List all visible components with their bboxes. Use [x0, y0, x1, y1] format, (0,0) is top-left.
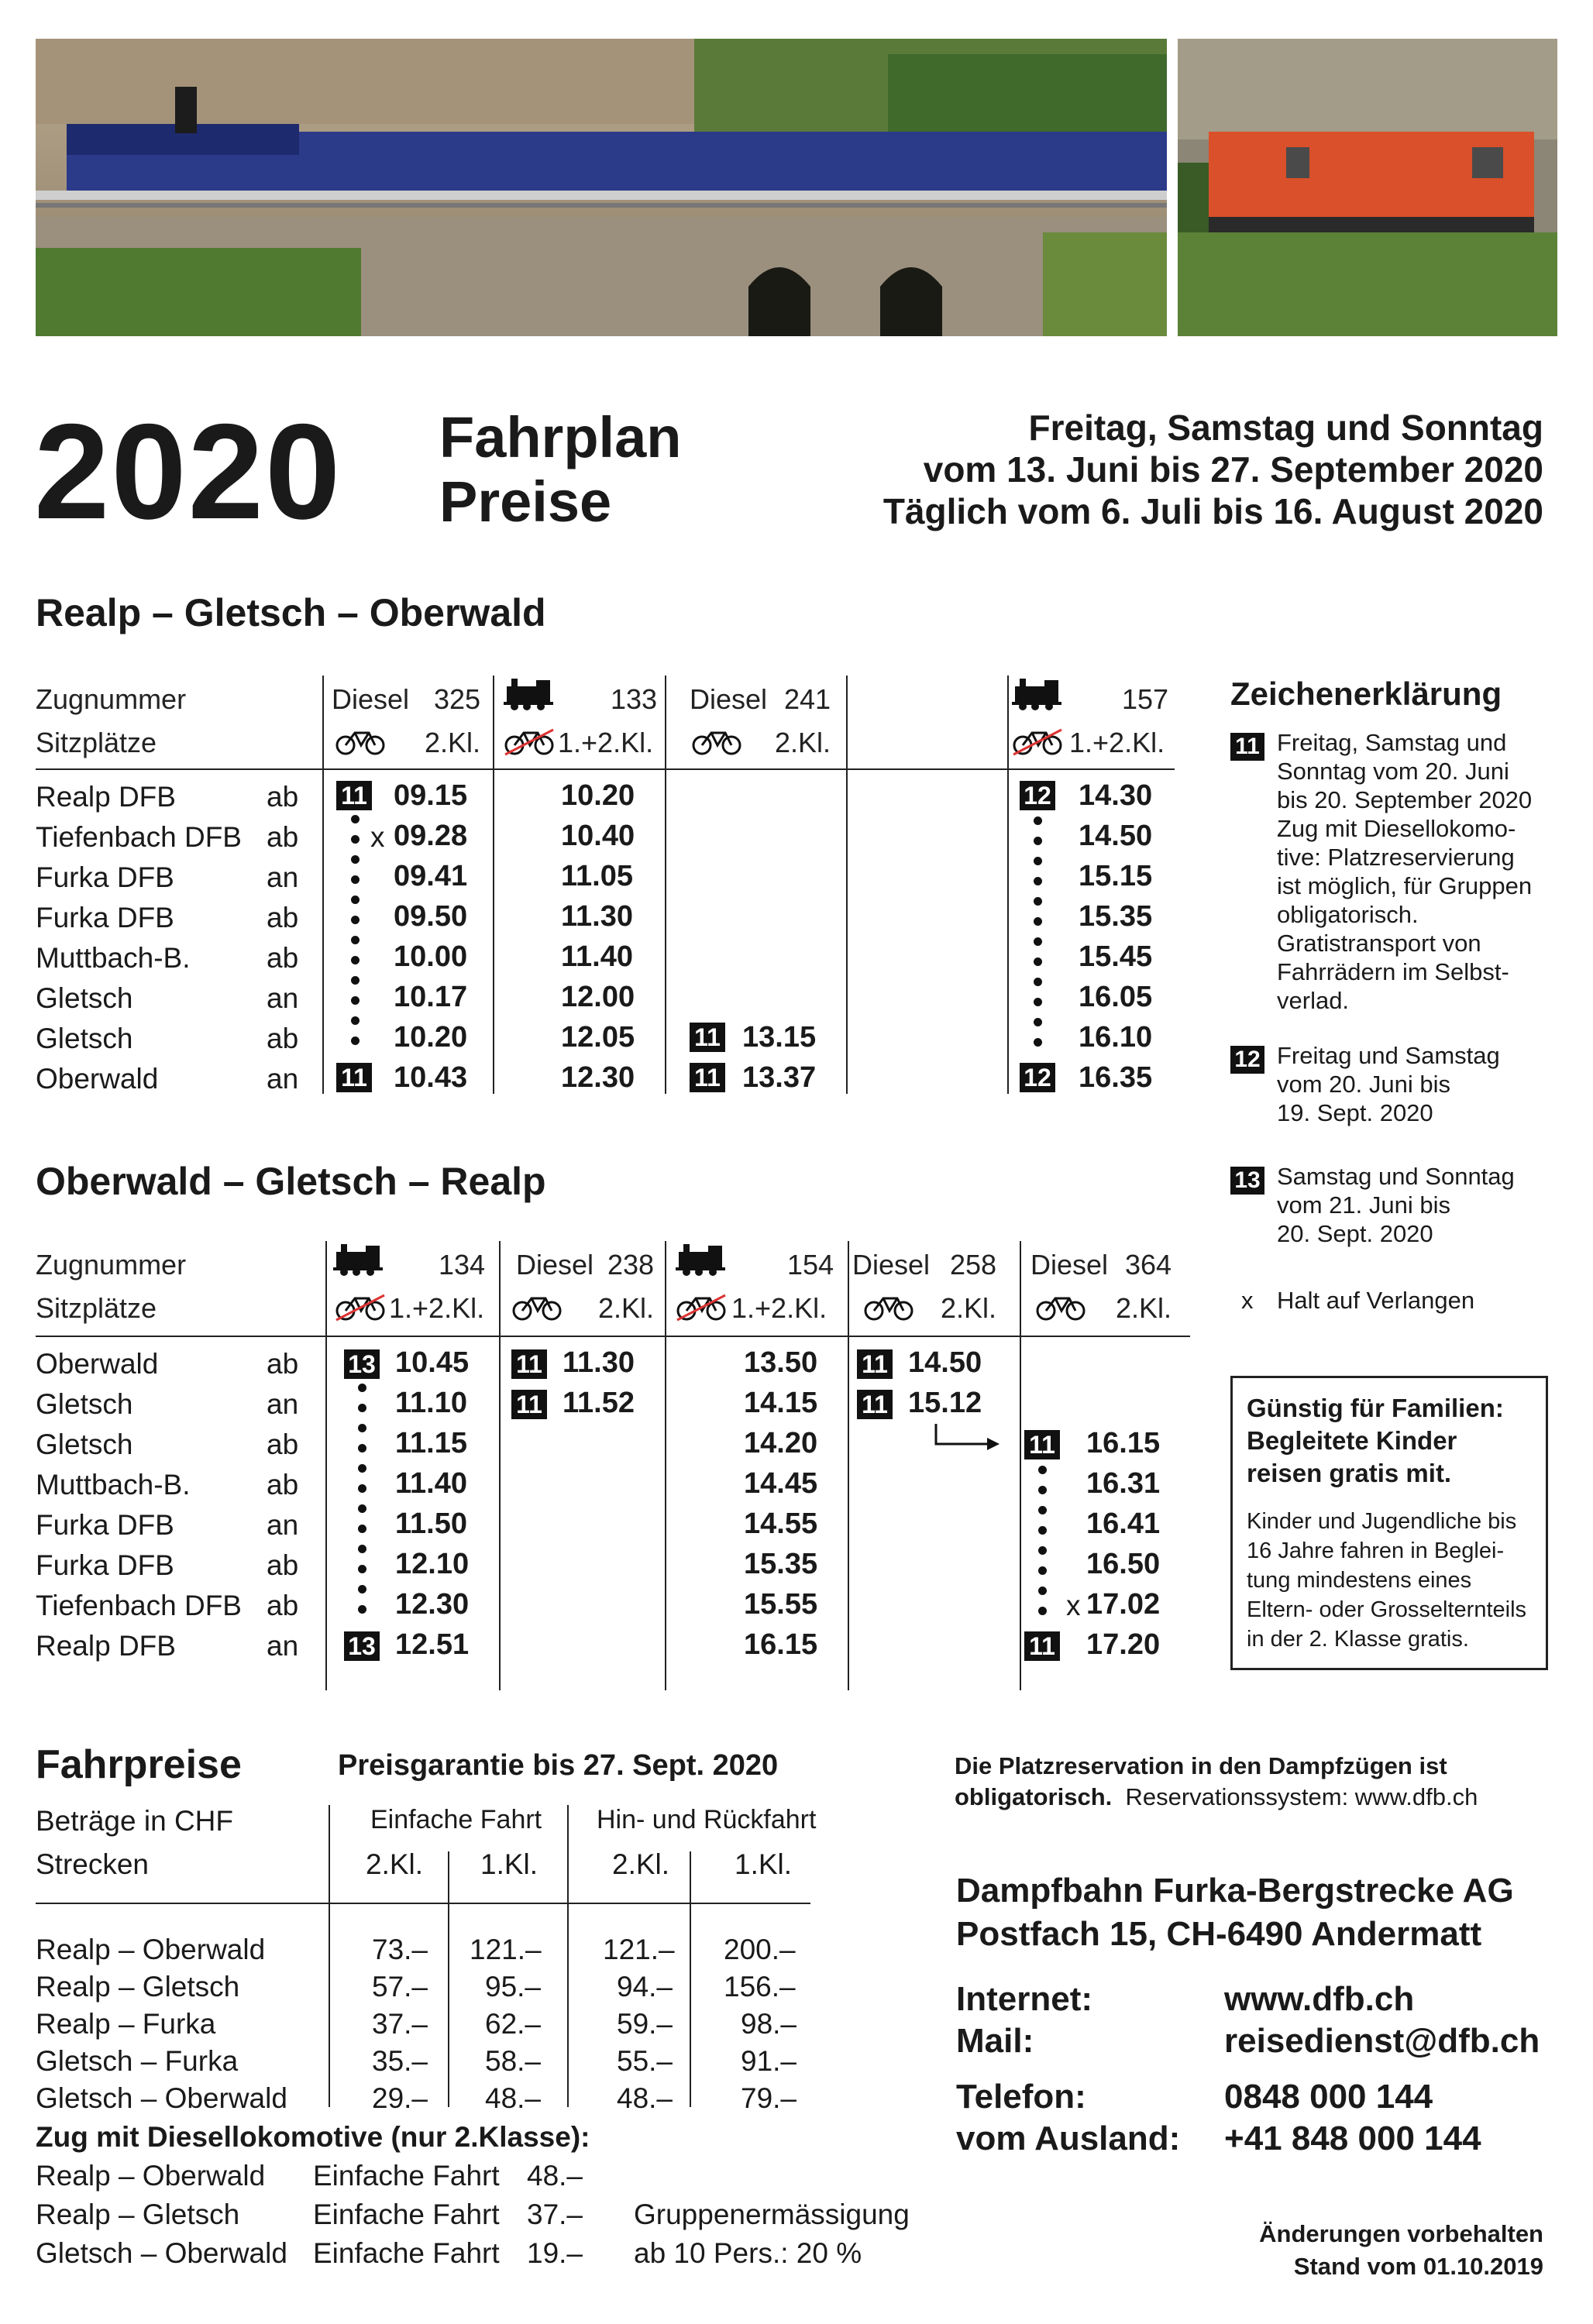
- time: 11.15: [395, 1427, 467, 1459]
- time: 12.00: [561, 981, 635, 1013]
- route1-train3-type: Diesel: [690, 683, 768, 715]
- phone-label: Telefon:: [956, 2078, 1086, 2116]
- fare-return-2: 55.–: [617, 2045, 673, 2077]
- route2-col-line: [665, 1241, 666, 1690]
- request-stop-marker: x: [370, 821, 385, 853]
- time: 10.20: [394, 1021, 468, 1054]
- no-stop-dots: [357, 1384, 366, 1625]
- time: 11.50: [395, 1508, 467, 1540]
- code-badge-11: 11: [336, 781, 372, 810]
- direction: ab: [267, 942, 299, 974]
- time: 11.40: [395, 1467, 467, 1500]
- time: 13.50: [744, 1346, 818, 1379]
- station: Muttbach-B.: [36, 942, 191, 974]
- fare-single-2: 57.–: [372, 1971, 428, 2003]
- family-offer-box: [1230, 1376, 1548, 1670]
- time: 16.41: [1086, 1508, 1161, 1540]
- route1-label-seats: Sitzplätze: [36, 727, 157, 758]
- route2-col-line: [1020, 1241, 1021, 1690]
- bicycle-icon: [335, 728, 386, 756]
- time: 16.31: [1086, 1467, 1161, 1500]
- time: 09.50: [394, 900, 468, 933]
- time: 14.55: [744, 1508, 818, 1540]
- direction: ab: [267, 821, 299, 853]
- single-ride-header: Einfache Fahrt: [370, 1805, 542, 1834]
- direction: an: [267, 861, 299, 893]
- time: 12.51: [395, 1628, 470, 1661]
- fare-route: Gletsch – Oberwald: [36, 2082, 287, 2114]
- time: 10.40: [561, 820, 635, 852]
- time: 15.15: [1079, 860, 1153, 892]
- diesel-price: 37.–: [527, 2199, 583, 2230]
- time: 13.37: [742, 1061, 817, 1094]
- route1-train3-class: 2.Kl.: [775, 727, 831, 758]
- status-date: Stand vom 01.10.2019: [1293, 2253, 1543, 2280]
- photo-diesel-locomotive: [1178, 39, 1557, 336]
- fare-return-1: 98.–: [741, 2008, 797, 2040]
- time: 15.55: [744, 1588, 818, 1621]
- route2-col-line: [499, 1241, 501, 1690]
- code-badge-11: 11: [336, 1063, 372, 1092]
- bicycle-icon: [1035, 1294, 1086, 1322]
- route1-col-line: [493, 676, 494, 1094]
- internet-link[interactable]: www.dfb.ch: [1224, 1980, 1415, 2018]
- prices-label-amounts: Beträge in CHF: [36, 1805, 233, 1837]
- station: Muttbach-B.: [36, 1469, 191, 1501]
- time: 09.41: [394, 860, 468, 892]
- route2-train4-type: Diesel: [852, 1249, 931, 1281]
- time: 16.05: [1079, 981, 1153, 1013]
- internet-label: Internet:: [956, 1980, 1092, 2018]
- time: 10.17: [394, 981, 468, 1013]
- station: Tiefenbach DFB: [36, 821, 242, 853]
- route2-train3-class: 1.+2.Kl.: [731, 1292, 827, 1324]
- code-badge-12: 12: [1020, 781, 1055, 810]
- legend-code-12: 12: [1230, 1046, 1264, 1074]
- time: 11.30: [563, 1346, 635, 1379]
- route1-label-train: Zugnummer: [36, 683, 187, 715]
- request-stop-marker: x: [1066, 1590, 1081, 1621]
- operating-dates-1: Freitag, Samstag und Sonntag: [1028, 407, 1543, 448]
- time: 15.35: [1079, 900, 1153, 933]
- photo-steam-train-viaduct: [36, 39, 1167, 336]
- title-fahrplan: Fahrplan: [439, 405, 682, 469]
- time: 14.15: [744, 1387, 818, 1419]
- company-name: Dampfbahn Furka-Bergstrecke AG: [956, 1872, 1514, 1910]
- fare-single-1: 58.–: [485, 2045, 542, 2077]
- fare-return-2: 59.–: [617, 2008, 673, 2040]
- mail-label: Mail:: [956, 2022, 1034, 2060]
- route2-train2-class: 2.Kl.: [598, 1292, 655, 1324]
- operating-dates-2: vom 13. Juni bis 27. September 2020: [923, 449, 1543, 490]
- fare-single-1: 48.–: [485, 2082, 542, 2114]
- bicycle-crossed-icon: [335, 1294, 386, 1322]
- fare-single-1: 62.–: [485, 2008, 542, 2040]
- legend-code-13: 13: [1230, 1167, 1264, 1195]
- route1-col-line: [665, 676, 666, 1094]
- code-badge-11: 11: [1024, 1430, 1060, 1459]
- route2-col-line: [848, 1241, 849, 1690]
- time: 15.45: [1079, 940, 1153, 973]
- legend-code-11: 11: [1230, 733, 1264, 761]
- legend-text-13: Samstag und Sonntag vom 21. Juni bis 20. Sept. 2020: [1277, 1163, 1515, 1247]
- reservation-note: Die Platzreservation in den Dampfzügen ist obligatorisch. Reservationssystem: www.dfb.ch: [955, 1752, 1478, 1810]
- time: 11.05: [561, 860, 633, 892]
- single-class1-header: 1.Kl.: [480, 1848, 538, 1880]
- diesel-type: Einfache Fahrt: [313, 2160, 500, 2192]
- route1-title: Realp – Gletsch – Oberwald: [36, 591, 546, 634]
- route2-header-rule: [36, 1336, 1190, 1337]
- abroad-label: vom Ausland:: [956, 2119, 1181, 2157]
- fare-return-2: 121.–: [603, 1934, 675, 1965]
- steam-loco-icon: [1012, 676, 1061, 711]
- fare-single-2: 37.–: [372, 2008, 428, 2040]
- group-discount-label: Gruppenermässigung: [634, 2199, 910, 2230]
- time: 14.20: [744, 1427, 818, 1459]
- route2-train1-class: 1.+2.Kl.: [389, 1292, 485, 1324]
- time: 16.35: [1079, 1061, 1153, 1094]
- abroad-phone-number[interactable]: +41 848 000 144: [1224, 2119, 1481, 2157]
- direction: an: [267, 1509, 299, 1541]
- route2-train2-type: Diesel: [516, 1249, 594, 1281]
- route1-train4-class: 1.+2.Kl.: [1069, 727, 1165, 758]
- route1-train1-number: 325: [434, 683, 481, 715]
- return-ride-header: Hin- und Rückfahrt: [597, 1805, 817, 1834]
- bicycle-crossed-icon: [1012, 728, 1063, 756]
- fare-route: Realp – Oberwald: [36, 1934, 266, 1965]
- route2-train1-number: 134: [439, 1249, 486, 1281]
- legend-text-12: Freitag und Samstag vom 20. Juni bis 19. Sept. 2020: [1277, 1042, 1500, 1126]
- route2-train5-type: Diesel: [1030, 1249, 1109, 1281]
- station: Furka DFB: [36, 1549, 174, 1581]
- no-stop-dots: [350, 815, 360, 1057]
- prices-col-line: [567, 1805, 569, 2107]
- route2-train5-class: 2.Kl.: [1116, 1292, 1172, 1324]
- fare-return-2: 48.–: [617, 2082, 673, 2114]
- code-badge-11: 11: [690, 1023, 725, 1052]
- direction: an: [267, 1388, 299, 1420]
- title-preise: Preise: [439, 469, 612, 534]
- fare-single-1: 95.–: [485, 1971, 542, 2003]
- fare-single-2: 29.–: [372, 2082, 428, 2114]
- route1-train4-number: 157: [1122, 683, 1169, 715]
- prices-label-routes: Strecken: [36, 1848, 150, 1880]
- fare-route: Realp – Gletsch: [36, 1971, 240, 2003]
- route1-col-line: [1007, 676, 1009, 1094]
- direction: ab: [267, 1348, 299, 1380]
- route1-col-line: [322, 676, 324, 1094]
- group-discount-value: ab 10 Pers.: 20 %: [634, 2237, 862, 2269]
- diesel-type: Einfache Fahrt: [313, 2199, 500, 2230]
- code-badge-11: 11: [1024, 1631, 1060, 1661]
- direction: ab: [267, 1469, 299, 1501]
- route1-col-line: [846, 676, 848, 1094]
- route1-train2-class: 1.+2.Kl.: [558, 727, 654, 758]
- changes-note: Änderungen vorbehalten: [1259, 2220, 1543, 2247]
- bicycle-icon: [863, 1294, 914, 1322]
- diesel-price: 48.–: [527, 2160, 583, 2192]
- station: Furka DFB: [36, 1509, 174, 1541]
- time: 17.20: [1086, 1628, 1161, 1661]
- code-badge-12: 12: [1020, 1063, 1055, 1092]
- direction: ab: [267, 1590, 299, 1621]
- station: Tiefenbach DFB: [36, 1590, 242, 1621]
- code-badge-13: 13: [344, 1631, 380, 1661]
- connection-arrow-icon: [933, 1422, 1004, 1453]
- bicycle-icon: [691, 728, 742, 756]
- steam-loco-icon: [676, 1241, 725, 1277]
- bicycle-icon: [511, 1294, 563, 1322]
- time: 10.45: [395, 1346, 470, 1379]
- no-stop-dots: [1037, 1466, 1047, 1627]
- time: 10.20: [561, 779, 635, 812]
- steam-loco-icon: [504, 676, 553, 711]
- time: 15.35: [744, 1548, 818, 1580]
- diesel-route: Gletsch – Oberwald: [36, 2237, 287, 2269]
- direction: ab: [267, 1428, 299, 1460]
- time: 16.15: [1086, 1427, 1161, 1459]
- time: 10.00: [394, 940, 468, 973]
- station: Gletsch: [36, 1388, 133, 1420]
- route1-train1-class: 2.Kl.: [425, 727, 481, 758]
- station: Oberwald: [36, 1348, 159, 1380]
- time: 12.30: [561, 1061, 635, 1094]
- code-badge-11: 11: [690, 1063, 725, 1092]
- direction: ab: [267, 1549, 299, 1581]
- time: 12.05: [561, 1021, 635, 1054]
- return-class2-header: 2.Kl.: [612, 1848, 670, 1880]
- direction: an: [267, 1630, 299, 1662]
- time: 12.30: [395, 1588, 470, 1621]
- time: 11.10: [395, 1387, 467, 1419]
- station: Realp DFB: [36, 1630, 176, 1662]
- family-offer-body: Kinder und Jugendliche bis 16 Jahre fahren in Beglei- tung mindestens eines Eltern- oder Grosselternteils in der 2. Klasse gratis.: [1247, 1509, 1527, 1652]
- direction: an: [267, 1063, 299, 1095]
- prices-col-line: [690, 1851, 691, 2107]
- route1-header-rule: [36, 768, 1175, 770]
- station: Oberwald: [36, 1063, 159, 1095]
- time: 14.45: [744, 1467, 818, 1500]
- fare-return-1: 91.–: [741, 2045, 797, 2077]
- no-stop-dots: [1033, 816, 1042, 1058]
- operating-dates-3: Täglich vom 6. Juli bis 16. August 2020: [883, 491, 1543, 531]
- time: 10.43: [394, 1061, 468, 1094]
- code-badge-13: 13: [344, 1349, 380, 1379]
- prices-title: Fahrpreise: [36, 1742, 242, 1787]
- time: 17.02: [1086, 1588, 1161, 1621]
- route2-label-train: Zugnummer: [36, 1249, 187, 1281]
- fare-route: Realp – Furka: [36, 2008, 216, 2040]
- route1-train1-type: Diesel: [332, 683, 410, 715]
- fare-route: Gletsch – Furka: [36, 2045, 239, 2077]
- family-offer-title: Günstig für Familien: Begleitete Kinder reisen gratis mit.: [1247, 1394, 1504, 1487]
- mail-link[interactable]: reisedienst@dfb.ch: [1224, 2022, 1540, 2060]
- route1-train2-number: 133: [611, 683, 658, 715]
- fare-return-1: 156.–: [724, 1971, 796, 2003]
- time: 14.50: [1079, 820, 1153, 852]
- steam-loco-icon: [333, 1241, 383, 1277]
- route2-train3-number: 154: [787, 1249, 834, 1281]
- direction: an: [267, 982, 299, 1014]
- station: Gletsch: [36, 1428, 133, 1460]
- route2-title: Oberwald – Gletsch – Realp: [36, 1160, 546, 1203]
- fare-return-2: 94.–: [617, 1971, 673, 2003]
- fare-return-1: 79.–: [741, 2082, 797, 2114]
- fare-single-2: 73.–: [372, 1934, 428, 1965]
- time: 11.52: [563, 1387, 635, 1419]
- company-address: Postfach 15, CH-6490 Andermatt: [956, 1915, 1482, 1953]
- diesel-fares-title: Zug mit Diesellokomotive (nur 2.Klasse):: [36, 2121, 590, 2153]
- station: Realp DFB: [36, 781, 176, 813]
- time: 11.30: [561, 900, 633, 933]
- code-badge-11: 11: [857, 1390, 893, 1419]
- diesel-route: Realp – Oberwald: [36, 2160, 266, 2192]
- prices-col-line: [329, 1805, 330, 2107]
- direction: ab: [267, 902, 299, 933]
- code-badge-11: 11: [511, 1349, 547, 1379]
- prices-col-line: [448, 1851, 449, 2107]
- legend-title: Zeichenerklärung: [1230, 676, 1502, 712]
- time: 16.10: [1079, 1021, 1153, 1054]
- route2-train2-number: 238: [607, 1249, 655, 1281]
- route2-train4-class: 2.Kl.: [941, 1292, 997, 1324]
- time: 16.15: [744, 1628, 818, 1661]
- bicycle-crossed-icon: [676, 1294, 727, 1322]
- time: 14.30: [1079, 779, 1153, 812]
- price-guarantee: Preisgarantie bis 27. Sept. 2020: [338, 1749, 779, 1782]
- time: 14.50: [908, 1346, 982, 1379]
- return-class1-header: 1.Kl.: [735, 1848, 793, 1880]
- year-title: 2020: [34, 397, 342, 548]
- route2-label-seats: Sitzplätze: [36, 1292, 157, 1324]
- fare-single-2: 35.–: [372, 2045, 428, 2077]
- time: 09.15: [394, 779, 468, 812]
- route2-col-line: [325, 1241, 327, 1690]
- code-badge-11: 11: [857, 1349, 893, 1379]
- legend-x-symbol: x: [1241, 1287, 1254, 1314]
- station: Gletsch: [36, 982, 133, 1014]
- legend-text-11: Freitag, Samstag und Sonntag vom 20. Juni bis 20. September 2020 Zug mit Diesellokomo- tive: Platzreservierung ist möglich, für Gruppen obligatorisch. Gratistransport von Fahrrädern im Selbst- verlad.: [1277, 729, 1533, 1014]
- time: 16.50: [1086, 1548, 1161, 1580]
- time: 15.12: [908, 1387, 982, 1419]
- time: 12.10: [395, 1548, 470, 1580]
- station: Gletsch: [36, 1023, 133, 1054]
- code-badge-11: 11: [511, 1390, 547, 1419]
- prices-header-rule: [36, 1903, 810, 1904]
- diesel-type: Einfache Fahrt: [313, 2237, 500, 2269]
- legend-x-text: Halt auf Verlangen: [1277, 1287, 1475, 1314]
- diesel-price: 19.–: [527, 2237, 583, 2269]
- direction: ab: [267, 781, 299, 813]
- phone-number[interactable]: 0848 000 144: [1224, 2078, 1433, 2116]
- route1-train3-number: 241: [784, 683, 831, 715]
- station: Furka DFB: [36, 861, 174, 893]
- direction: ab: [267, 1023, 299, 1054]
- bicycle-crossed-icon: [504, 728, 555, 756]
- station: Furka DFB: [36, 902, 174, 933]
- time: 13.15: [742, 1021, 817, 1054]
- route2-train4-number: 258: [950, 1249, 997, 1281]
- fare-single-1: 121.–: [470, 1934, 542, 1965]
- time: 09.28: [394, 820, 468, 852]
- route2-train5-number: 364: [1125, 1249, 1172, 1281]
- time: 11.40: [561, 940, 633, 973]
- fare-return-1: 200.–: [724, 1934, 796, 1965]
- diesel-route: Realp – Gletsch: [36, 2199, 240, 2230]
- single-class2-header: 2.Kl.: [366, 1848, 424, 1880]
